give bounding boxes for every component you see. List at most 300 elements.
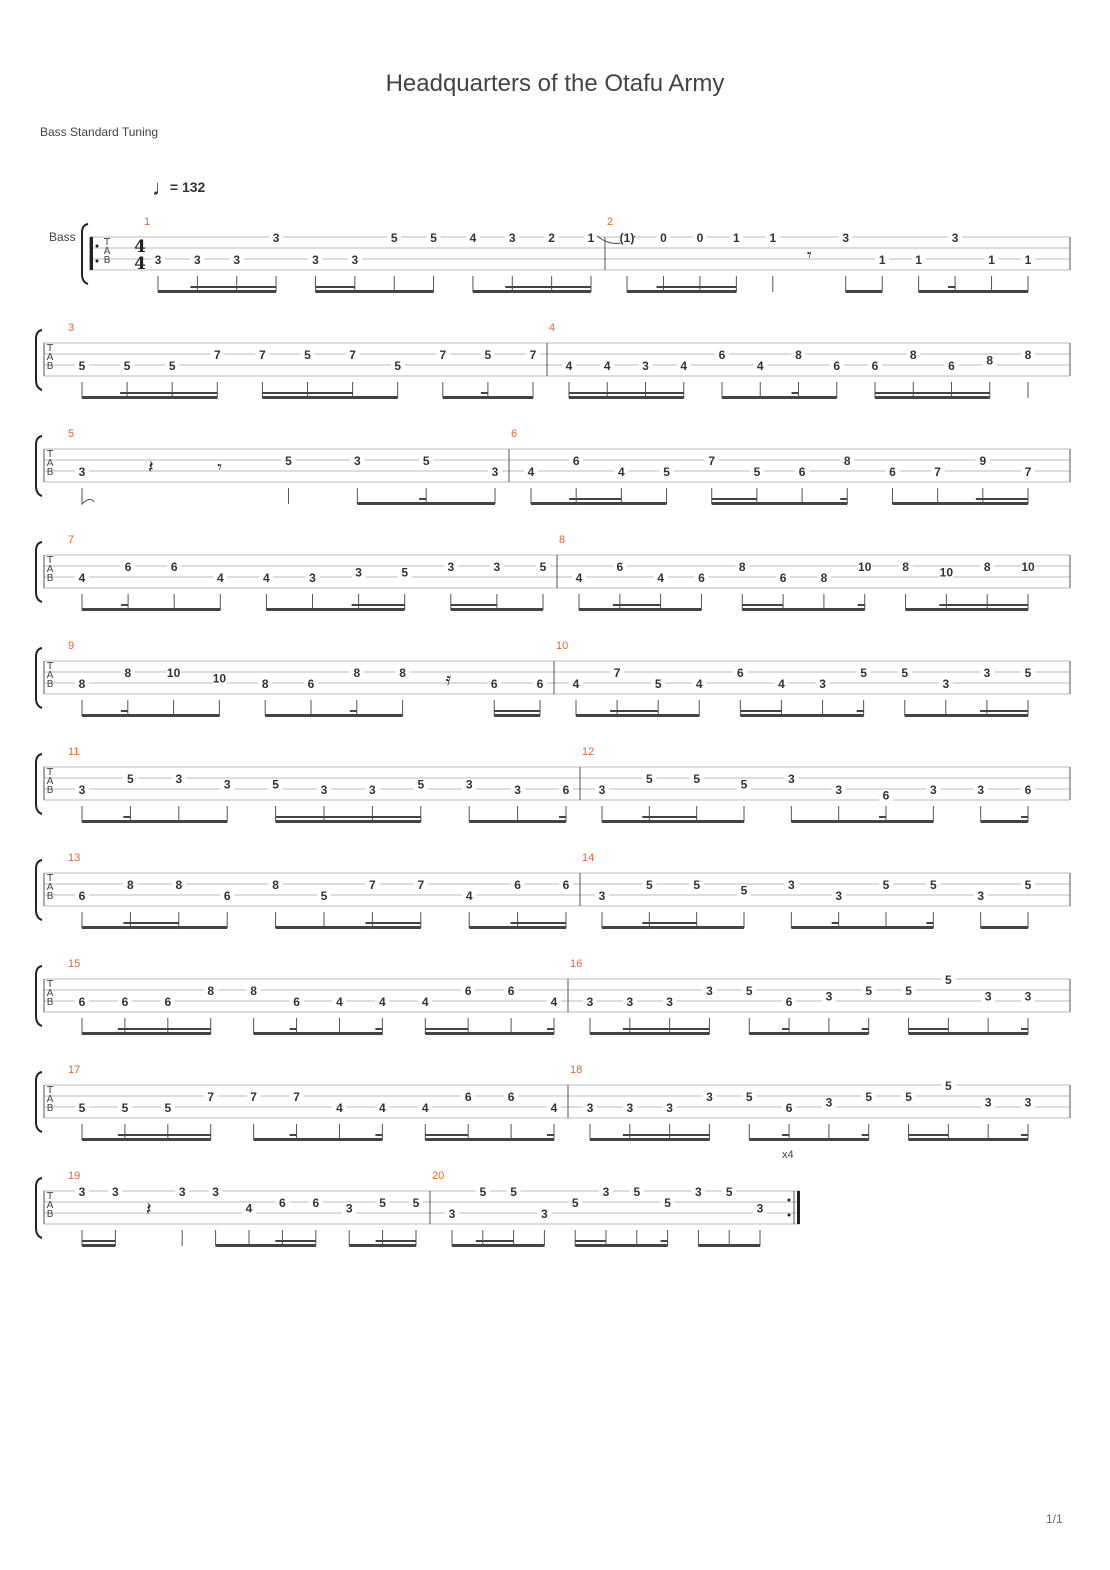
fret-number: 6 [737,666,744,680]
beam [981,820,1028,823]
measure-number: 12 [582,746,595,758]
beam-stub [976,498,983,500]
beam [789,1138,829,1141]
measure-number: 8 [559,534,566,546]
fret-number: 3 [345,1201,353,1216]
fret-number: 3 [984,1095,992,1110]
tuning-label: Bass Standard Tuning [40,125,159,139]
fret-number: 5 [645,772,653,786]
measure-number: 11 [68,746,80,758]
beam [627,290,663,293]
tab-system [36,746,1070,823]
fret-number: 6 [170,560,178,574]
fret-number: 8 [124,666,132,680]
fret-number: 6 [1024,783,1032,797]
tab-clef-letter: A [46,352,54,363]
beam [992,290,1028,293]
fret-number: 5 [390,231,398,245]
beam [179,820,227,823]
fret-number: 3 [666,995,673,1009]
tab-clef-letter: B [46,1103,54,1114]
beam [988,1138,1028,1141]
measure [582,746,1035,823]
beam [697,820,744,823]
beam-secondary [552,286,591,288]
measure-number: 16 [570,958,583,970]
fret-number: 3 [491,465,499,479]
beam [357,502,426,505]
fret-number: 8 [909,348,917,362]
system-bracket [36,330,42,390]
beam-stub [926,922,933,924]
fret-number: 7 [259,348,266,362]
beam [630,1138,670,1141]
fret-number: 6 [572,454,580,468]
beam [130,820,178,823]
measure-number: 1 [144,216,151,228]
beam-secondary [130,922,178,924]
tab-clef-letter: T [46,661,54,672]
fret-number: 4 [575,571,583,585]
tab-clef-letter: B [46,1209,54,1220]
fret-number: 4 [469,231,477,245]
fret-number: 5 [865,984,873,998]
tab-system [36,852,1070,929]
measure [570,1064,1035,1141]
measure-number: 7 [68,534,75,546]
fret-number: 3 [642,359,649,373]
tab-system [36,428,1070,505]
fret-number: 3 [369,783,376,797]
beam [663,290,699,293]
beam [630,1032,670,1035]
fret-number: 4 [572,677,580,691]
fret-number: 6 [785,995,793,1009]
beam [697,926,744,929]
fret-number: 3 [178,1185,186,1199]
beam-secondary [127,392,172,394]
fret-number: 3 [493,560,501,574]
fret-number: 5 [123,359,131,373]
fret-number: 5 [740,883,748,898]
beam-stub [862,1134,869,1136]
fret-number: 3 [1024,1095,1032,1110]
beam [670,1138,710,1141]
beam-stub [858,604,865,606]
beam-secondary [308,392,353,394]
measure [556,640,1035,717]
fret-number: 3 [312,253,319,267]
fret-number: 3 [212,1185,219,1199]
fret-number: 6 [223,889,231,903]
fret-number: 6 [718,348,726,362]
fret-number: 8 [353,666,361,680]
tempo-value: = 132 [169,179,206,195]
fret-number: 6 [307,677,315,691]
beam [237,290,276,293]
beam-secondary [670,1134,710,1136]
fret-number: 3 [598,783,606,797]
fret-number: 5 [401,565,409,580]
fret-number: 4 [657,571,664,585]
fret-number: 5 [663,465,670,479]
beam-secondary [607,392,645,394]
beam-stub [419,498,426,500]
beam-secondary [700,286,736,288]
measure [432,1170,767,1247]
beam-stub [832,922,839,924]
beam [938,502,983,505]
tab-clef-letter: A [46,1200,54,1211]
beam-secondary [172,392,217,394]
beam-secondary [670,1028,710,1030]
fret-number: 4 [379,995,386,1009]
tab-system [36,640,1070,717]
fret-number: 10 [858,560,872,574]
beam-secondary [276,816,324,818]
fret-number: 5 [654,677,662,691]
beam [82,1032,125,1035]
beam [497,608,543,611]
beam [670,1032,710,1035]
system-bracket [36,754,42,814]
beam-secondary [909,1134,949,1136]
beam [511,1032,554,1035]
fret-number: 3 [514,783,521,797]
beam-secondary [125,1134,168,1136]
fret-number: 4 [336,995,343,1009]
beam-stub [121,604,128,606]
fret-number: 6 [698,571,705,585]
beam-secondary [913,392,951,394]
fret-number: 3 [951,231,959,245]
fret-number: 3 [541,1207,548,1221]
fret-number: 4 [245,1201,253,1216]
beam-stub [476,1240,483,1242]
fret-number: 6 [78,995,86,1009]
beam [839,820,886,823]
fret-number: 5 [320,889,328,903]
fret-number: 8 [399,666,406,680]
beam [658,714,699,717]
system-bracket [36,1072,42,1132]
beam-secondary [575,1240,606,1242]
beam-secondary [197,286,236,288]
beam [886,926,933,929]
tab-system [36,1149,800,1247]
beam [913,396,951,399]
fret-number: 7 [349,348,356,362]
fret-number: 3 [706,1090,713,1104]
beam [514,1244,545,1247]
beam-stub [123,816,130,818]
fret-number: 8 [902,560,909,574]
beam [892,502,937,505]
beam-secondary [262,392,307,394]
tab-clef-letter: A [46,988,54,999]
tab-clef-letter: A [103,246,111,257]
fret-number: 3 [233,253,241,267]
fret-number: 3 [977,889,985,903]
fret-number: 10 [939,565,954,580]
fret-number: 5 [633,1185,641,1199]
system-bracket [36,436,42,496]
beam [324,926,372,929]
beam-stub [375,1134,382,1136]
fret-number: 3 [586,1101,594,1115]
measure [549,322,1035,399]
fret-number: 6 [562,783,570,797]
fret-number: 8 [795,348,802,362]
beam [128,608,174,611]
beam-stub [547,1134,554,1136]
beam [297,1032,340,1035]
system-bracket [36,542,42,602]
beam [955,290,991,293]
fret-number: 7 [529,348,537,362]
rest-icon: 𝄽 [146,1199,152,1220]
measure [144,216,635,293]
beam [829,1138,869,1141]
beam-secondary [576,498,621,500]
tab-clef-letter: T [46,1191,54,1202]
beam-secondary [372,922,420,924]
beam [952,396,990,399]
fret-number: 5 [127,772,134,786]
fret-number: 4 [756,359,764,373]
system-bracket [36,860,42,920]
fret-number: 6 [121,995,129,1009]
beam [590,1032,630,1035]
beam [158,290,197,293]
beam [649,820,696,823]
beam [649,926,696,929]
fret-number: 4 [550,1101,558,1115]
fret-number: 5 [693,772,701,786]
beam-stub [123,922,130,924]
beam-secondary [425,1028,468,1030]
beam [576,502,621,505]
fret-number: 3 [320,783,328,797]
beam-stub [656,286,663,288]
beam [602,820,649,823]
beam-stub [1021,1028,1028,1030]
beam [511,1138,554,1141]
beam [646,396,684,399]
measure-number: 13 [68,852,81,864]
beam-secondary [630,1028,670,1030]
fret-number: 8 [738,560,746,574]
fret-number: 3 [355,565,362,580]
beam [324,820,372,823]
fret-number: 5 [860,666,867,680]
beam-stub [365,922,372,924]
tab-clef-letter: A [46,564,54,575]
beam [125,1138,168,1141]
fret-number: 7 [439,348,447,362]
beam [698,1244,729,1247]
beam [906,608,947,611]
beam-stub [948,286,955,288]
beam [846,290,882,293]
tab-clef-letter: B [46,785,54,796]
beam-stub [118,1028,125,1030]
beam-secondary [630,1134,670,1136]
beam [620,608,661,611]
beam-stub [559,816,566,818]
fret-number: 5 [285,454,292,468]
beam [576,714,617,717]
system-bracket [36,1178,42,1238]
tab-clef-letter: T [46,767,54,778]
quarter-note-icon: ♩ [152,175,174,200]
fret-number: 0 [660,231,667,245]
beam-secondary [315,286,354,288]
beam [512,290,551,293]
fret-number: 4 [336,1101,343,1115]
fret-number: 8 [986,353,994,368]
beam [791,926,838,929]
fret-number: 9 [979,454,987,468]
beam [254,1032,297,1035]
beam-secondary [168,1028,211,1030]
fret-number: 6 [882,788,890,803]
beam [128,714,174,717]
fret-number: 3 [706,984,713,998]
beam [179,926,227,929]
beam [297,1138,340,1141]
fret-number: 3 [78,1185,86,1199]
fret-number: 8 [843,454,851,468]
fret-number: 3 [351,253,359,267]
fret-number: 5 [571,1196,579,1210]
beam-stub [1021,1134,1028,1136]
beam-stub [610,710,617,712]
fret-number: 3 [223,777,231,792]
beam-secondary [518,922,566,924]
fret-number: 5 [379,1196,386,1210]
beam-secondary [82,1240,115,1242]
fret-number: 5 [484,348,492,362]
beam-stub [275,1240,282,1242]
fret-number: 6 [312,1196,320,1210]
fret-number: 5 [929,878,937,892]
repeat-end-thick-bar [797,1191,800,1224]
beam [983,502,1028,505]
beam-secondary [987,604,1028,606]
beam [919,290,955,293]
fret-number: 4 [527,465,535,479]
beam-secondary [383,1240,416,1242]
beam [799,396,837,399]
beam-stub [569,498,576,500]
tab-system [36,1064,1070,1141]
beam-secondary [483,1240,514,1242]
beam [469,820,517,823]
beam [946,608,987,611]
fret-number: 4 [465,889,473,903]
beam-secondary [282,1240,315,1242]
beam-secondary [909,1028,949,1030]
fret-number: 3 [272,231,280,245]
beam [349,1244,382,1247]
beam-stub [1021,816,1028,818]
beam [886,820,933,823]
beam-secondary [425,1134,468,1136]
fret-number: 8 [983,560,991,574]
beam-stub [352,604,359,606]
fret-number: 6 [562,878,570,892]
beam [262,396,307,399]
fret-number: 8 [272,878,279,892]
measure-number: 20 [432,1170,445,1182]
beam [637,1244,668,1247]
fret-number: 1 [915,253,922,267]
beam-secondary [168,1134,211,1136]
repeat-dot [96,245,99,248]
beam [948,1138,988,1141]
beam [174,714,220,717]
tab-clef-letter: T [103,237,111,248]
beam [82,1244,115,1247]
instrument-label: Bass [49,230,76,244]
repeat-dot [96,260,99,263]
measure-number: 3 [68,322,75,334]
fret-number: 6 [871,359,879,373]
beam [197,290,236,293]
tab-clef-letter: A [46,670,54,681]
beam [426,502,495,505]
beam [839,926,886,929]
fret-number: 4 [695,677,703,691]
tab-clef-letter: B [46,891,54,902]
beam [757,502,802,505]
beam [468,1138,511,1141]
measure [68,640,547,717]
fret-number: 3 [835,783,843,797]
fret-number: 5 [745,1090,753,1104]
fret-number: 3 [602,1185,610,1199]
fret-number: 4 [216,571,224,585]
fret-number: 3 [666,1101,673,1115]
beam [518,926,566,929]
page-number: 1/1 [1046,1512,1063,1526]
fret-number: 4 [421,1101,429,1115]
beam [760,396,798,399]
fret-number: 4 [78,571,86,585]
measure-number: 17 [68,1064,81,1076]
time-signature-bottom: 4 [134,254,146,274]
tab-clef-letter: B [46,573,54,584]
beam-stub [642,816,649,818]
beam [359,608,405,611]
fret-number: 7 [250,1090,257,1104]
fret-number: 7 [293,1090,300,1104]
fret-number: 1 [769,231,777,245]
fret-number: 0 [696,231,704,245]
fret-number: 6 [779,571,787,585]
fret-number: 8 [207,984,215,998]
fret-number: 1 [878,253,886,267]
beam [125,1032,168,1035]
fret-number: 3 [929,783,937,797]
beam [82,926,130,929]
beam [174,608,220,611]
beam [372,926,420,929]
beam [372,820,420,823]
tab-clef-letter: A [46,458,54,469]
beam-stub [350,710,357,712]
